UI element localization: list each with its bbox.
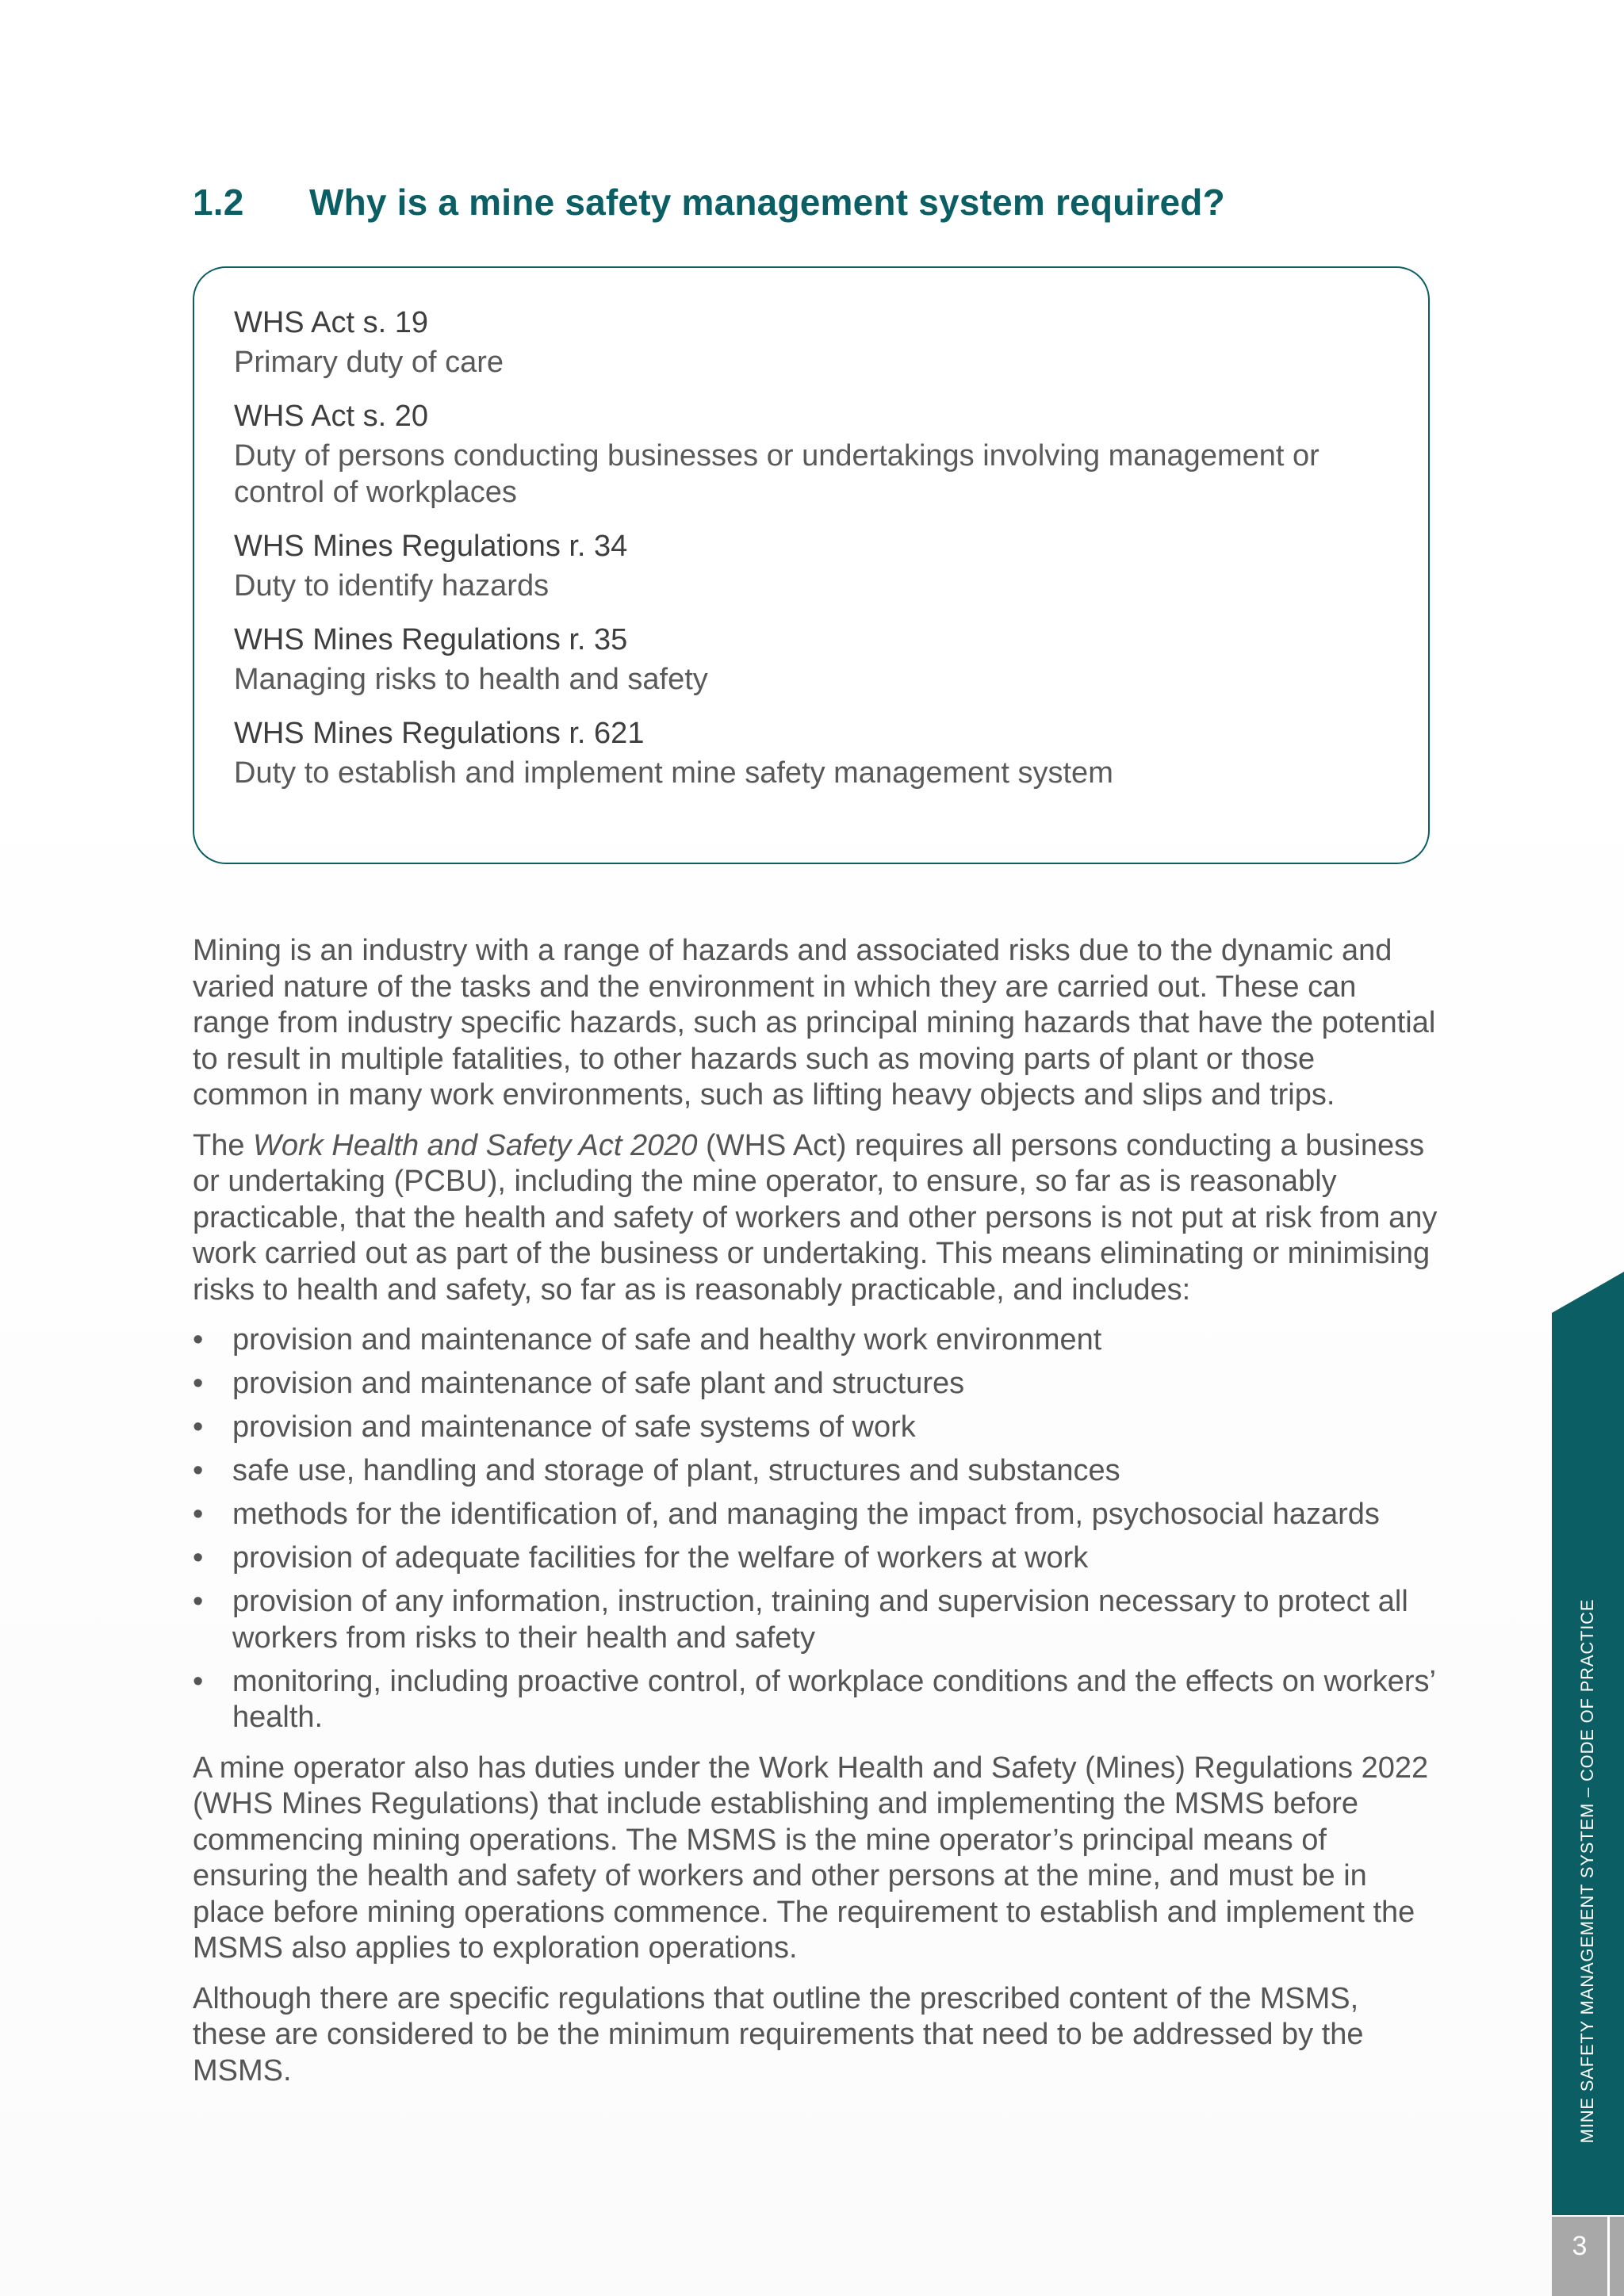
reference-title: WHS Act s. 19 [234, 306, 428, 339]
bullet-icon: • [193, 1367, 204, 1400]
page-number: 3 [1572, 2231, 1588, 2261]
reference-item [234, 395, 1390, 511]
list-item [193, 1410, 1438, 1446]
reference-item [234, 301, 1390, 381]
sidebar-document-title: MINE SAFETY MANAGEMENT SYSTEM – CODE OF PRACTICE [1577, 1598, 1597, 2144]
bullet-icon: • [193, 1498, 204, 1531]
list-item [193, 1453, 1438, 1490]
reference-title: WHS Act s. 20 [234, 400, 428, 433]
list-item-text: safe use, handling and storage of plant, structures and substances [232, 1454, 1120, 1487]
bullet-icon: • [193, 1541, 204, 1575]
reference-description: Managing risks to health and safety [234, 663, 708, 696]
list-item [193, 1366, 1438, 1402]
paragraph-text: The [193, 1128, 254, 1162]
body-text [193, 933, 1438, 2103]
duties-bullet-list [193, 1322, 1438, 1736]
list-item-text: provision and maintenance of safe systems of work [232, 1410, 916, 1444]
list-item [193, 1584, 1438, 1656]
list-item [193, 1322, 1438, 1359]
paragraph-mining-hazards: Mining is an industry with a range of hazards and associated risks due to the dynamic and varied nature of the tasks and the environment in which they are carried out. These can range from industry specific hazards, such as principal mining hazards that have the potential to result in multiple fatalities, to other hazards such as moving parts of plant or those common in many work environments, such as lifting heavy objects and slips and trips. [193, 934, 1436, 1112]
reference-description: Duty to identify hazards [234, 569, 550, 603]
reference-item [234, 618, 1390, 698]
reference-item [234, 525, 1390, 604]
paragraph-whs-act [193, 1128, 1438, 1309]
sidebar-label-area [1552, 1578, 1624, 2164]
section-number: 1.2 [193, 182, 244, 223]
bullet-icon: • [193, 1323, 204, 1357]
legislation-reference-box [193, 266, 1430, 864]
reference-description: Duty of persons conducting businesses or undertakings involving management or control of workplaces [234, 439, 1320, 509]
bullet-icon: • [193, 1585, 204, 1618]
list-item [193, 1664, 1438, 1736]
section-heading [193, 181, 1225, 224]
section-title: Why is a mine safety management system required? [309, 182, 1225, 223]
paragraph-text: (WHS Act) requires all persons conducting a business or undertaking (PCBU), including the mine operator, to ensure, so far as is reasonably practicable, that the health and safety of workers and other persons is not put at risk from any work carried out as part of the business or undertaking. This means eliminating or minimising risks to health and safety, so far as is reasonably practicable, and includes: [193, 1128, 1438, 1307]
bullet-icon: • [193, 1454, 204, 1487]
list-item-text: provision of any information, instruction, training and supervision necessary to protect all workers from risks to their health and safety [232, 1585, 1408, 1655]
reference-title: WHS Mines Regulations r. 621 [234, 717, 645, 750]
reference-description: Duty to establish and implement mine safety management system [234, 756, 1113, 790]
reference-item [234, 712, 1390, 791]
paragraph-mines-regulations: A mine operator also has duties under the Work Health and Safety (Mines) Regulations 2022 (WHS Mines Regulations) that include establishing and implementing the MSMS before commencing mining operations. The MSMS is the mine operator’s principal means of ensuring the health and safety of workers and other persons at the mine, and must be in place before mining operations commence. The requirement to establish and implement the MSMS also applies to exploration operations. [193, 1751, 1429, 1965]
list-item-text: methods for the identification of, and managing the impact from, psychosocial hazards [232, 1498, 1380, 1531]
page-number-tab [1552, 2217, 1624, 2296]
page-number-divider [1607, 2217, 1610, 2296]
reference-title: WHS Mines Regulations r. 34 [234, 530, 628, 563]
list-item-text: provision and maintenance of safe and healthy work environment [232, 1323, 1102, 1357]
paragraph-minimum-requirements: Although there are specific regulations that outline the prescribed content of the MSMS, these are considered to be the minimum requirements that need to be addressed by the MSMS. [193, 1981, 1364, 2087]
bullet-icon: • [193, 1410, 204, 1444]
list-item-text: provision and maintenance of safe plant and structures [232, 1367, 965, 1400]
act-title-italic: Work Health and Safety Act 2020 [253, 1128, 698, 1162]
reference-description: Primary duty of care [234, 346, 504, 379]
bullet-icon: • [193, 1664, 204, 1698]
list-item [193, 1540, 1438, 1577]
list-item-text: monitoring, including proactive control, of workplace conditions and the effects on workers’ health. [232, 1664, 1435, 1734]
list-item-text: provision of adequate facilities for the welfare of workers at work [232, 1541, 1089, 1575]
reference-title: WHS Mines Regulations r. 35 [234, 623, 628, 656]
list-item [193, 1497, 1438, 1533]
